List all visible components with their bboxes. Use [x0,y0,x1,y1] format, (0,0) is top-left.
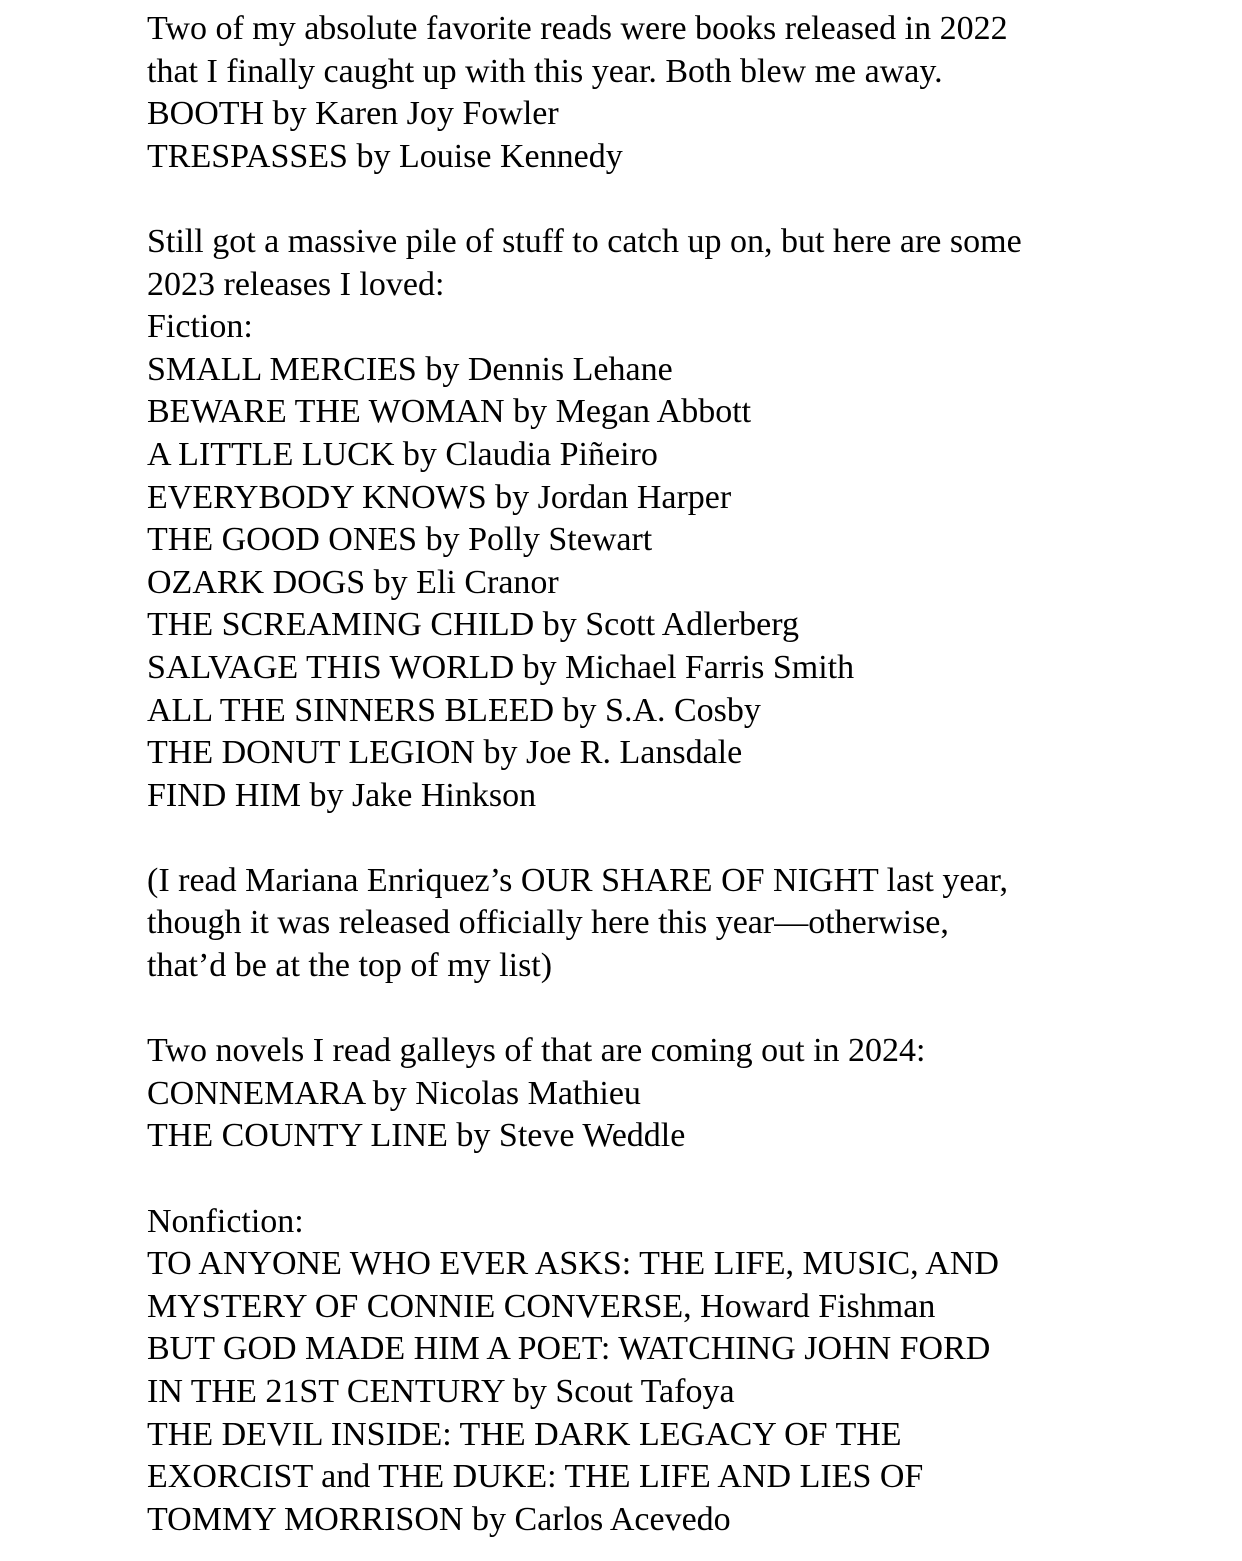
releases-intro-line: 2023 releases I loved: [147,265,445,303]
fiction-heading: Fiction: [147,308,253,346]
nonfiction-line: EXORCIST and THE DUKE: THE LIFE AND LIES OF [147,1458,924,1496]
note-paragraph [147,860,1207,988]
nonfiction-line: MYSTERY OF CONNIE CONVERSE, Howard Fishman [147,1287,936,1325]
book-entry: TRESPASSES by Louise Kennedy [147,137,623,175]
intro-line: Two of my absolute favorite reads were books released in 2022 [147,10,1008,47]
note-line: that’d be at the top of my list) [147,947,553,985]
nonfiction-line: TO ANYONE WHO EVER ASKS: THE LIFE, MUSIC, AND [147,1245,999,1283]
note-line: (I read Mariana Enriquez’s OUR SHARE OF NIGHT last year, [147,861,1009,899]
fiction-book-entry: EVERYBODY KNOWS by Jordan Harper [147,478,732,516]
fiction-book-entry: THE DONUT LEGION by Joe R. Lansdale [147,734,743,772]
paragraph-spacer [147,1158,1207,1201]
fiction-book-entry: BEWARE THE WOMAN by Megan Abbott [147,393,752,431]
galleys-heading: Two novels I read galleys of that are coming out in 2024: [147,1032,926,1070]
galley-book-entry: CONNEMARA by Nicolas Mathieu [147,1074,641,1112]
releases-intro-line: Still got a massive pile of stuff to catch up on, but here are some [147,222,1022,260]
fiction-book-entry: THE SCREAMING CHILD by Scott Adlerberg [147,606,799,644]
fiction-book-entry: FIND HIM by Jake Hinkson [147,776,537,814]
paragraph-spacer [147,817,1207,860]
nonfiction-line: TOMMY MORRISON by Carlos Acevedo [147,1500,731,1538]
nonfiction-line: BUT GOD MADE HIM A POET: WATCHING JOHN FORD [147,1330,991,1368]
paragraph-spacer [147,178,1207,221]
book-entry: BOOTH by Karen Joy Fowler [147,95,559,133]
nonfiction-heading: Nonfiction: [147,1202,304,1240]
nonfiction-paragraph [147,1201,1207,1542]
intro-paragraph [147,8,1207,178]
document-text [147,8,1207,1541]
fiction-book-entry: SALVAGE THIS WORLD by Michael Farris Smith [147,648,855,686]
galley-book-entry: THE COUNTY LINE by Steve Weddle [147,1117,686,1155]
intro-line: that I finally caught up with this year. Both blew me away. [147,52,943,90]
nonfiction-line: THE DEVIL INSIDE: THE DARK LEGACY OF THE [147,1415,902,1453]
fiction-book-entry: ALL THE SINNERS BLEED by S.A. Cosby [147,691,761,729]
nonfiction-line: IN THE 21ST CENTURY by Scout Tafoya [147,1373,735,1410]
fiction-book-entry: SMALL MERCIES by Dennis Lehane [147,350,673,388]
fiction-book-entry: A LITTLE LUCK by Claudia Piñeiro [147,435,658,473]
note-line: though it was released officially here this year—otherwise, [147,904,949,942]
paragraph-spacer [147,988,1207,1031]
releases-2023-paragraph [147,221,1207,817]
fiction-book-entry: OZARK DOGS by Eli Cranor [147,563,559,601]
fiction-book-entry: THE GOOD ONES by Polly Stewart [147,521,653,559]
galleys-2024-paragraph [147,1030,1207,1158]
